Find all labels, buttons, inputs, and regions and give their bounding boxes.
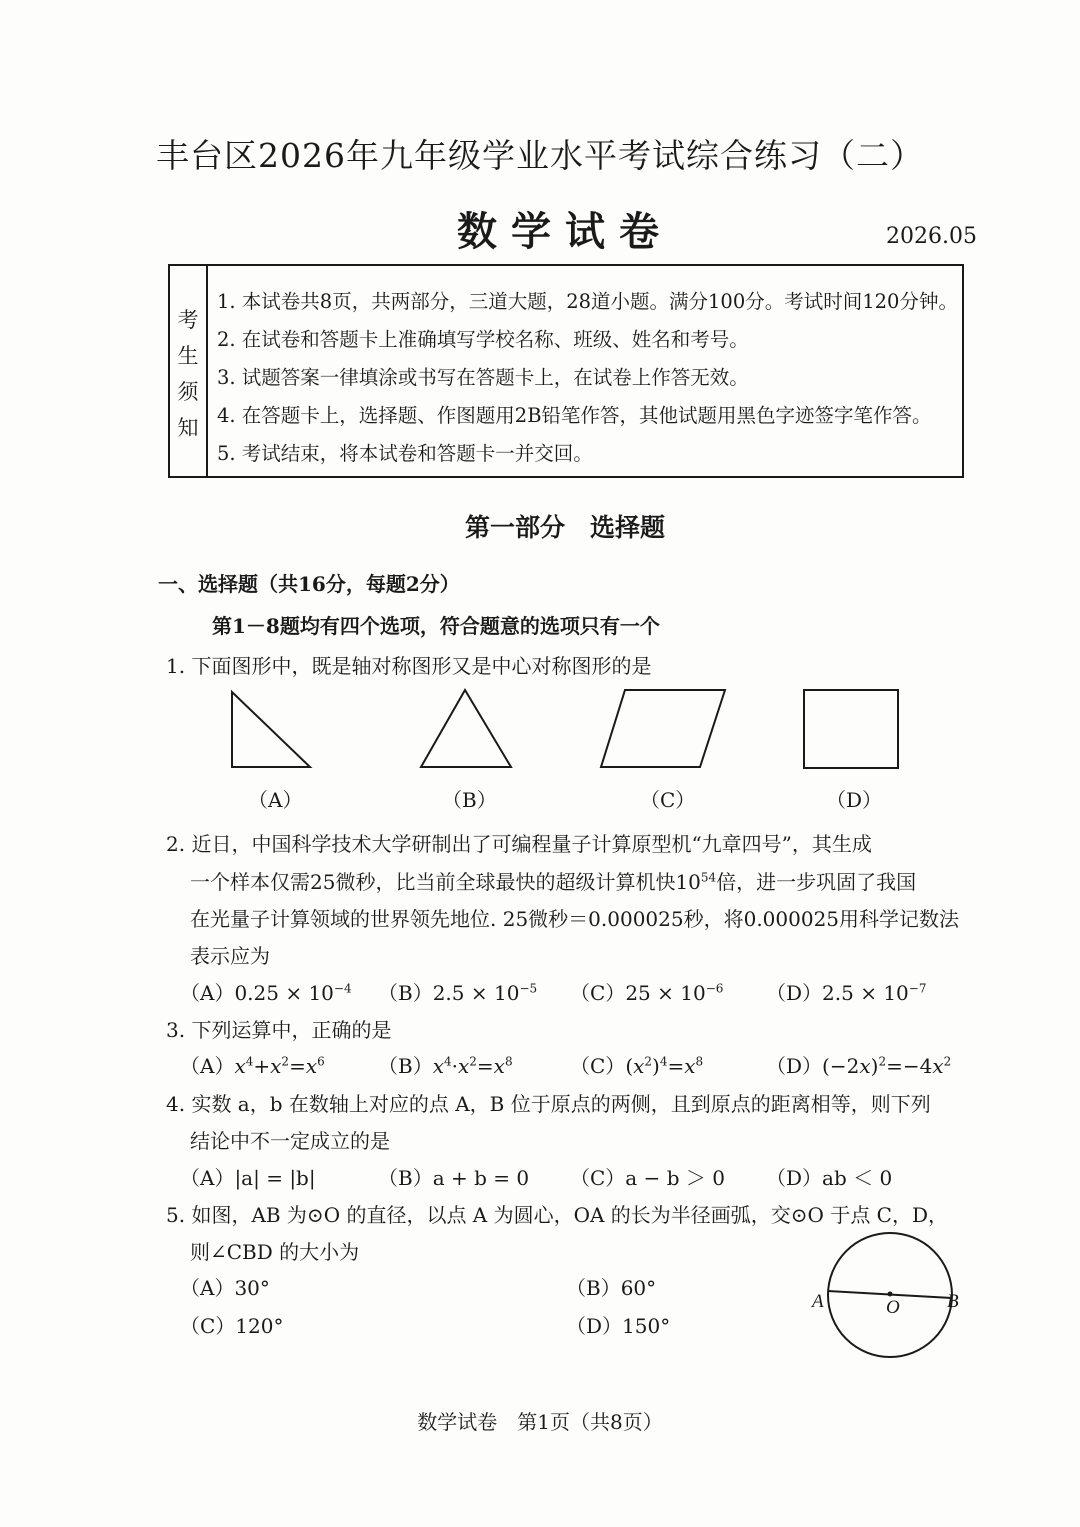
- q3-option-a: $(A)x^4+x^2=x^6$: [180, 1054, 325, 1078]
- q2-option-label: （B）: [378, 981, 433, 1005]
- q2-line-text: 一个样本仅需25微秒，比当前全球最快的超级计算机快10: [190, 870, 701, 894]
- question-2-line: 2. 近日，中国科学技术大学研制出了可编程量子计算原型机“九章四号”，其生成: [166, 832, 872, 856]
- notice-heading-char: 考: [177, 308, 199, 332]
- q4-option-c: （C）a − b ＞ 0: [570, 1166, 725, 1190]
- q2-option-label: （A）: [180, 981, 235, 1005]
- question-5-line: 则∠CBD 的大小为: [190, 1240, 360, 1264]
- q2-option-exp: −6: [705, 981, 724, 996]
- notice-heading-char: 知: [177, 416, 199, 440]
- q3-option-c: $(C)(x^2)^4=x^8$: [570, 1054, 704, 1078]
- q5-option-a: （A）30°: [180, 1276, 270, 1300]
- q2-option-label: （C）: [570, 981, 626, 1005]
- q5-option-d: （D）150°: [566, 1314, 671, 1338]
- exam-subject: 数学试卷: [457, 208, 673, 255]
- q3-option-b: $(B)x^4\cdot x^2=x^8$: [378, 1054, 513, 1078]
- q1-option-a-label: （A）: [248, 788, 303, 812]
- question-1-text: 1. 下面图形中，既是轴对称图形又是中心对称图形的是: [166, 654, 652, 678]
- q2-option-base: 2.5 × 10: [432, 981, 520, 1005]
- q2-option-label: （D）: [766, 981, 823, 1005]
- notice-item: 3. 试题答案一律填涂或书写在答题卡上，在试卷上作答无效。: [217, 366, 749, 389]
- q3-option-label: （D）: [766, 1054, 823, 1078]
- question-5-line: 5. 如图，AB 为⊙O 的直径，以点 A 为圆心，OA 的长为半径画弧，交⊙O 于点 C，D，: [166, 1203, 949, 1227]
- q5-option-b: （B）60°: [566, 1276, 657, 1300]
- q2-option-exp: −4: [333, 981, 352, 996]
- question-4-line: 4. 实数 a，b 在数轴上对应的点 A，B 位于原点的两侧，且到原点的距离相等，则下列: [166, 1092, 931, 1116]
- label-b: B: [947, 1291, 959, 1312]
- q2-option-exp: −5: [519, 981, 538, 996]
- center-point: [888, 1292, 893, 1297]
- q5-circle-figure: [800, 1225, 970, 1365]
- q3-option-label: （B）: [378, 1054, 433, 1078]
- q2-option-base: 0.25 × 10: [234, 981, 334, 1005]
- q2-option-c: [570, 977, 723, 1006]
- q4-option-b: （B）a + b = 0: [378, 1166, 530, 1190]
- q2-option-base: 25 × 10: [625, 981, 706, 1005]
- q2-line-text: 倍，进一步巩固了我国: [716, 870, 917, 894]
- section-heading: 一、选择题（共16分，每题2分）: [158, 572, 460, 596]
- question-4-line: 结论中不一定成立的是: [190, 1129, 390, 1153]
- q5-option-c: （C）120°: [180, 1314, 284, 1338]
- q2-exponent: 54: [700, 870, 717, 885]
- page-footer: 数学试卷 第1页（共8页）: [417, 1410, 663, 1434]
- q3-option-label: （A）: [180, 1054, 235, 1078]
- equilateral-triangle-figure: [421, 690, 511, 767]
- right-triangle-figure: [232, 692, 310, 767]
- notice-item: 5. 考试结束，将本试卷和答题卡一并交回。: [217, 442, 593, 465]
- section-instruction: 第1－8题均有四个选项，符合题意的选项只有一个: [212, 614, 660, 638]
- q4-option-d: （D）ab ＜ 0: [766, 1166, 893, 1190]
- q3-option-label: （C）: [570, 1054, 626, 1078]
- question-2-line: 表示应为: [190, 944, 270, 968]
- notice-item: 2. 在试卷和答题卡上准确填写学校名称、班级、姓名和考号。: [217, 328, 749, 351]
- notice-heading-char: 生: [177, 344, 199, 368]
- q3-option-d: $(D)(-2x)^2=-4x^2$: [766, 1054, 952, 1078]
- notice-item: 1. 本试卷共8页，共两部分，三道大题，28道小题。满分100分。考试时间120分钟。: [217, 290, 958, 313]
- notice-item: 4. 在答题卡上，选择题、作图题用2B铅笔作答，其他试题用黑色字迹签字笔作答。: [217, 404, 932, 427]
- label-a: A: [812, 1291, 824, 1312]
- parallelogram-figure: [601, 690, 725, 767]
- q2-option-exp: −7: [908, 981, 927, 996]
- q2-option-base: 2.5 × 10: [822, 981, 909, 1005]
- question-2-line: [190, 866, 916, 895]
- question-2-line: 在光量子计算领域的世界领先地位. 25微秒＝0.000025秒，将0.000025用科学记数法: [190, 907, 960, 931]
- part-title: 第一部分 选择题: [464, 513, 665, 542]
- q1-option-c-label: （C）: [640, 788, 696, 812]
- q4-option-a: （A）|a| = |b|: [180, 1166, 316, 1190]
- square-figure: [804, 690, 898, 768]
- q1-option-b-label: （B）: [442, 788, 497, 812]
- q2-option-d: [766, 977, 926, 1006]
- label-o: O: [886, 1297, 900, 1318]
- q1-option-d-label: （D）: [826, 788, 883, 812]
- notice-heading-char: 须: [177, 380, 199, 404]
- q2-option-a: [180, 977, 352, 1006]
- exam-date: 2026.05: [886, 224, 977, 249]
- q2-option-b: [378, 977, 537, 1006]
- exam-title: 丰台区2026年九年级学业水平考试综合练习（二）: [156, 136, 924, 175]
- question-3-text: 3. 下列运算中，正确的是: [166, 1018, 392, 1042]
